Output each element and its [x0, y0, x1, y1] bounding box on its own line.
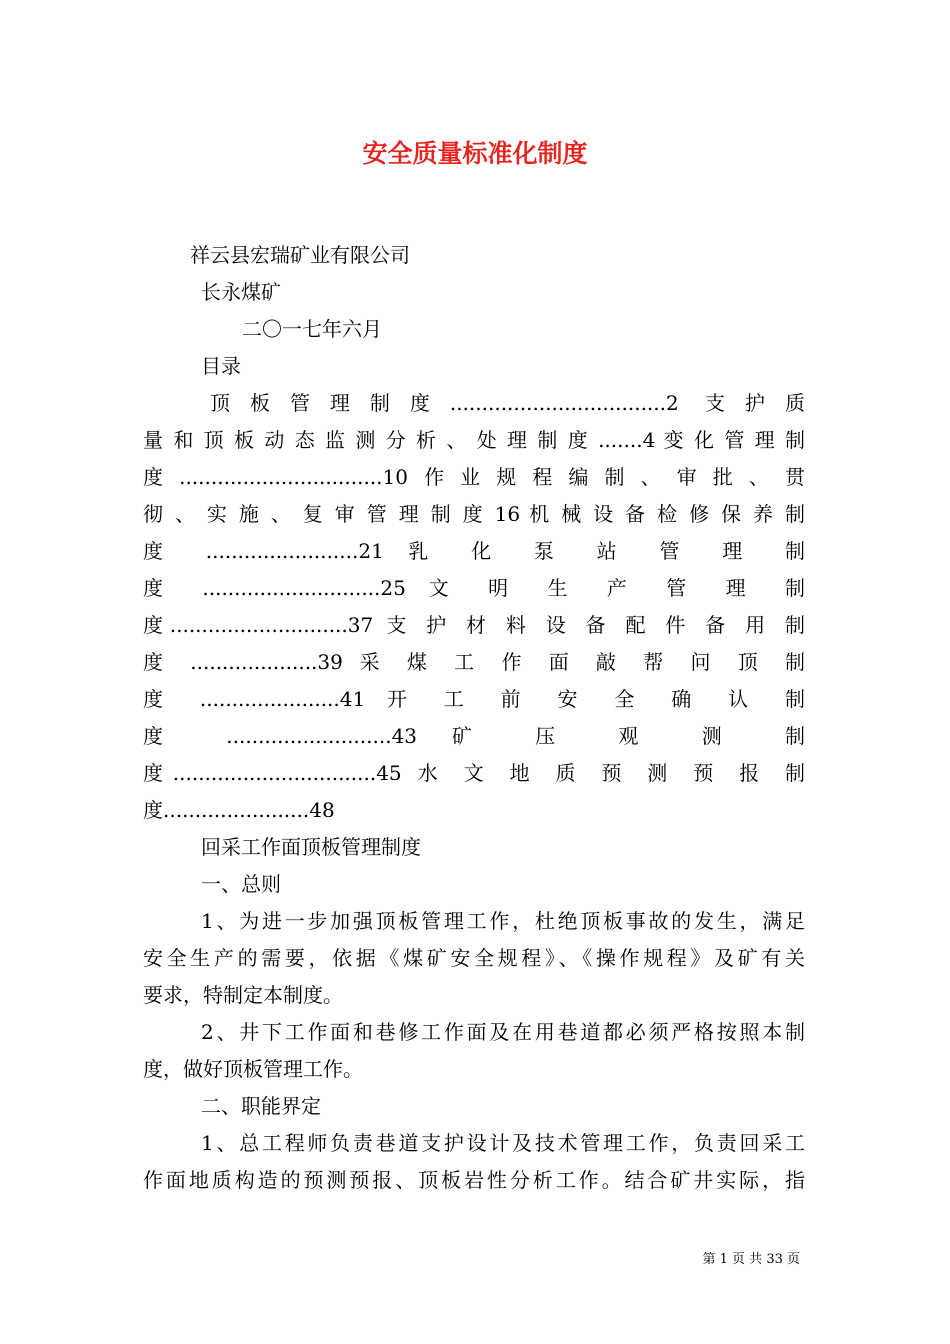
- paragraph-line: 2、井下工作面和巷修工作面及在用巷道都必须严格按照本制: [201, 1020, 805, 1044]
- paragraph-line: 度，做好顶板管理工作。: [143, 1057, 363, 1081]
- document-title: 安全质量标准化制度: [362, 139, 588, 168]
- toc-heading: 目录: [201, 354, 241, 378]
- toc-line: 度............................37 支 护 材 料 设 备 配 件 备 用 制: [143, 613, 805, 637]
- toc-line: 度 ....................39 采 煤 工 作 面 敲 帮 问 顶 制: [143, 650, 805, 674]
- document-date: 二〇一七年六月: [242, 317, 382, 341]
- toc-line: 彻 、 实 施 、 复 审 管 理 制 度 16 机 械 设 备 检 修 保 养 制: [143, 502, 805, 526]
- company-name: 祥云县宏瑞矿业有限公司: [190, 243, 410, 267]
- section-heading-general: 一、总则: [201, 872, 281, 896]
- section-heading-roles: 二、职能界定: [201, 1094, 321, 1118]
- paragraph-line: 1、总工程师负责巷道支护设计及技术管理工作，负责回采工: [201, 1131, 805, 1155]
- paragraph-line: 1、为进一步加强顶板管理工作，杜绝顶板事故的发生，满足: [201, 909, 805, 933]
- mine-name: 长永煤矿: [201, 280, 281, 304]
- paragraph-line: 安全生产的需要，依据《煤矿安全规程》、《操作规程》及矿有关: [143, 946, 805, 970]
- toc-line: 量 和 顶 板 动 态 监 测 分 析 、 处 理 制 度 .......4 变 化 管 理 制: [143, 428, 805, 452]
- toc-line: 度................................10作业规程编制、审批、贯: [143, 465, 805, 489]
- toc-line: 度 ......................41 开 工 前 安 全 确 认 制: [143, 687, 805, 711]
- toc-line: 度 ........................21 乳 化 泵 站 管 理 制: [143, 539, 805, 563]
- paragraph-line: 作面地质构造的预测预报、顶板岩性分析工作。结合矿井实际，指: [143, 1168, 805, 1192]
- toc-line: 度 ..........................43 矿 压 观 测 制: [143, 724, 805, 748]
- toc-line: 度 ............................25 文 明 生 产 管 理 制: [143, 576, 805, 600]
- toc-line: 度................................45 水 文 地 质 预 测 预 报 制: [143, 761, 805, 785]
- paragraph-line: 要求，特制定本制度。: [143, 983, 343, 1007]
- section-title: 回采工作面顶板管理制度: [201, 835, 421, 859]
- toc-line: 顶板管理制度..................................2 支护质: [210, 391, 805, 415]
- toc-line: 度.......................48: [143, 798, 335, 822]
- page-footer: 第 1 页 共 33 页: [702, 1252, 800, 1267]
